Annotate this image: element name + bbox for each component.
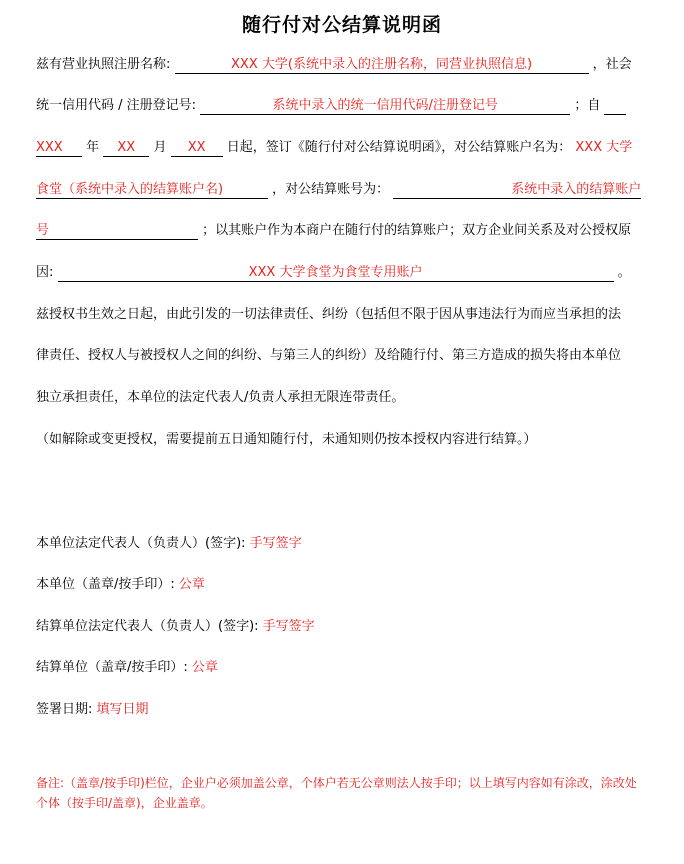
remark-note: 备注:（盖章/按手印)栏位，企业户必须加盖公章，个体户若无公章则法人按手印；以上填写内容如有涂改，涂改处个体（按手印/盖章)，企业盖章。 — [36, 776, 637, 810]
account-number-label: ，对公结算账号为： — [272, 182, 390, 197]
signature-rep-row — [36, 535, 648, 553]
year-field: XXX — [36, 139, 82, 157]
unit-seal-label: 本单位（盖章/按手印）: — [36, 577, 175, 592]
credit-code-label: 统一信用代码 / 注册登记号: — [36, 98, 197, 113]
year-unit: 年 — [86, 140, 100, 155]
month-unit: 月 — [153, 140, 167, 155]
para1-line3 — [36, 139, 648, 157]
month-field: XX — [103, 139, 149, 157]
settle-unit-seal-row — [36, 659, 648, 677]
account-name-value-part1: XXX 大学 — [575, 140, 633, 155]
unit-seal-value: 公章 — [178, 577, 205, 592]
settle-rep-row — [36, 618, 648, 636]
settle-unit-seal-value: 公章 — [191, 660, 218, 675]
document-title: 随行付对公结算说明函 — [241, 14, 442, 36]
account-number-value-part1: 系统中录入的结算账户 — [393, 181, 641, 199]
registered-name-suffix: ，社会 — [592, 57, 632, 72]
para1-line5 — [36, 222, 648, 240]
settle-rep-label: 结算单位法定代表人（负责人）(签字): — [36, 619, 259, 634]
account-number-value-part2: 号 — [36, 222, 198, 240]
signature-rep-label: 本单位法定代表人（负责人）(签字): — [36, 536, 246, 551]
account-name-value-part2: 食堂（系统中录入的结算账户名) — [36, 181, 268, 199]
unit-seal-row — [36, 576, 648, 594]
para2-line2: 律责任、授权人与被授权人之间的纠纷、与第三人的纠纷）及给随行付、第三方造成的损失将由本单位 — [36, 348, 622, 363]
para1-line2 — [36, 97, 648, 115]
sign-date-row — [36, 701, 648, 719]
blank-underline — [604, 114, 626, 115]
para1-line4 — [36, 181, 648, 199]
credit-code-suffix: ；自 — [574, 98, 601, 113]
signature-rep-value: 手写签字 — [249, 536, 302, 551]
registered-name-field: XXX 大学(系统中录入的注册名称，同营业执照信息) — [175, 56, 589, 74]
sign-date-label: 签署日期: — [36, 702, 93, 717]
settle-rep-value: 手写签字 — [262, 619, 315, 634]
day-field: XX — [171, 139, 223, 157]
settlement-relation-text: ；以其账户作为本商户在随行付的结算账户；双方企业间关系及对公授权原 — [202, 223, 632, 238]
credit-code-field: 系统中录入的统一信用代码/注册登记号 — [200, 97, 570, 115]
revocation-notice: （如解除或变更授权，需要提前五日通知随行付，未通知则仍按本授权内容进行结算。） — [36, 432, 537, 447]
registered-name-label: 兹有营业执照注册名称: — [36, 57, 171, 72]
para2-line3: 独立承担责任，本单位的法定代表人/负责人承担无限连带责任。 — [36, 390, 405, 405]
settle-unit-seal-label: 结算单位（盖章/按手印）: — [36, 660, 188, 675]
para1-line6 — [36, 264, 648, 282]
para2-line1: 兹授权书生效之日起，由此引发的一切法律责任、纠纷（包括但不限于因从事违法行为而应当承担的法 — [36, 307, 622, 322]
sign-date-text: 日起，签订《随行付对公结算说明函》，对公结算账户名为： — [226, 140, 572, 155]
para1-line1 — [36, 56, 648, 74]
reason-label: 因: — [36, 265, 54, 280]
reason-suffix: 。 — [617, 265, 631, 280]
reason-field: XXX 大学食堂为食堂专用账户 — [58, 264, 614, 282]
sign-date-value: 填写日期 — [96, 702, 149, 717]
